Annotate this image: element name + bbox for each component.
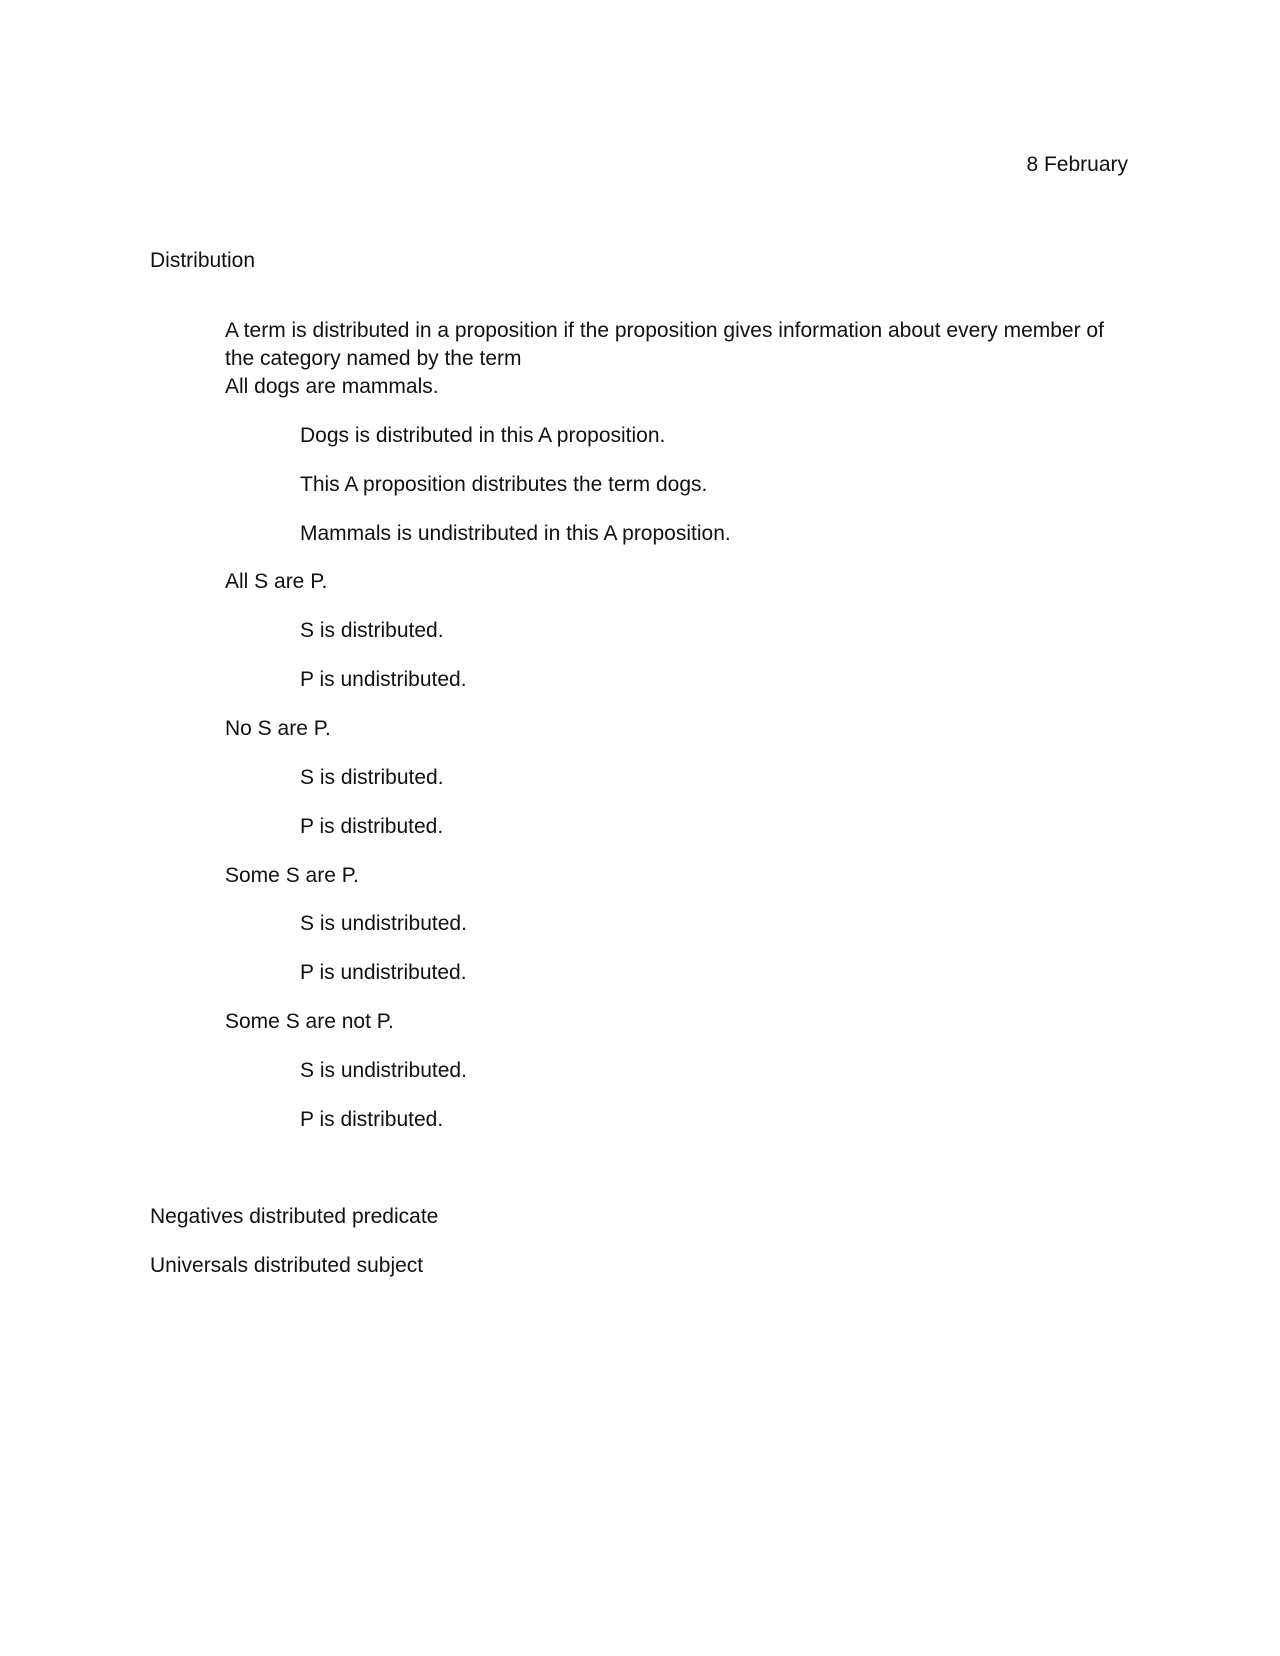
- section-heading: Distribution: [150, 249, 256, 272]
- proposition-note: S is distributed.: [300, 619, 444, 642]
- proposition-note: Dogs is distributed in this A proposition.: [300, 424, 666, 447]
- proposition-note: P is undistributed.: [300, 668, 467, 691]
- proposition-line: All S are P.: [225, 570, 328, 593]
- proposition-note: P is distributed.: [300, 815, 444, 838]
- rule-line: Negatives distributed predicate: [150, 1205, 439, 1228]
- proposition-note: P is distributed.: [300, 1108, 444, 1131]
- document-date: 8 February: [1026, 153, 1128, 176]
- proposition-note: S is undistributed.: [300, 912, 467, 935]
- proposition-note: Mammals is undistributed in this A proposition.: [300, 522, 731, 545]
- proposition-note: P is undistributed.: [300, 961, 467, 984]
- proposition-line: Some S are P.: [225, 864, 359, 887]
- proposition-note: S is undistributed.: [300, 1059, 467, 1082]
- proposition-line: No S are P.: [225, 717, 331, 740]
- proposition-note: This A proposition distributes the term dogs.: [300, 473, 708, 496]
- proposition-line: All dogs are mammals.: [225, 375, 439, 398]
- definition-paragraph: A term is distributed in a proposition if the proposition gives information about every member of the category named by the term: [225, 319, 1104, 370]
- proposition-note: S is distributed.: [300, 766, 444, 789]
- proposition-line: Some S are not P.: [225, 1010, 394, 1033]
- rule-line: Universals distributed subject: [150, 1254, 424, 1277]
